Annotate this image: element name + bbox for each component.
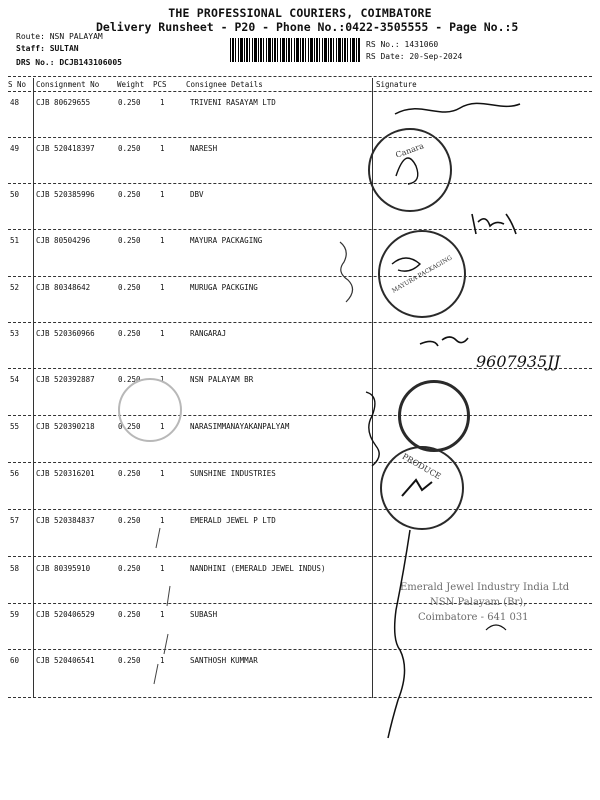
row-consignment: CJB 520385996 [36,190,95,199]
row-consignee: SUBASH [190,610,218,619]
mayura-stamp-text: MAYURA PACKAGING [390,253,454,295]
row-consignment: CJB 520316201 [36,469,95,478]
row-pcs: 1 [160,516,165,525]
row-weight: 0.250 [118,329,141,338]
row-pcs: 1 [160,469,165,478]
canara-stamp-text: Canara [394,140,426,160]
row-pcs: 1 [160,190,165,199]
runsheet-title: Delivery Runsheet - P20 - Phone No.:0422-3505555 - Page No.:5 [96,20,519,34]
row-weight: 0.250 [118,516,141,525]
row-consignee: NANDHINI (EMERALD JEWEL INDUS) [190,564,326,573]
rs-number: RS No.: 1431060 [366,40,439,49]
row-sno: 60 [10,656,20,665]
row-sno: 52 [10,283,20,292]
row-consignment: CJB 520384837 [36,516,95,525]
rs-date: RS Date: 20-Sep-2024 [366,52,463,61]
row-consignee: SANTHOSH KUMMAR [190,656,258,665]
col-consignment: Consignment No [36,80,100,89]
col-pcs: PCS [153,80,167,89]
faint-round-stamp [118,378,182,442]
row-consignee: NARASIMMANAYAKANPALYAM [190,422,290,431]
row-consignment: CJB 520390218 [36,422,95,431]
row-consignment: CJB 520406529 [36,610,95,619]
row-separator [8,415,592,416]
row-sno: 48 [10,98,20,107]
row-consignment: CJB 520360966 [36,329,95,338]
row-pcs: 1 [160,283,165,292]
row-consignee: NSN PALAYAM BR [190,375,254,384]
row-separator [8,697,592,698]
row-sno: 55 [10,422,20,431]
row-sno: 51 [10,236,20,245]
barcode [230,38,360,62]
row-consignee: SUNSHINE INDUSTRIES [190,469,276,478]
handwritten-phone: 9607935JJ [476,352,561,371]
row-sno: 59 [10,610,20,619]
row-pcs: 1 [160,98,165,107]
row-consignment: CJB 80504296 [36,236,91,245]
row-separator [8,509,592,510]
row-sno: 58 [10,564,20,573]
table-row [0,656,600,702]
row-pcs: 1 [160,610,165,619]
col-sno: S No [8,80,27,89]
header-rule-bottom [8,91,592,92]
row-consignee: EMERALD JEWEL P LTD [190,516,276,525]
row-weight: 0.250 [118,375,141,384]
company-title: THE PROFESSIONAL COURIERS, COIMBATORE [168,6,432,20]
staff-label: Staff: SULTAN [16,44,79,53]
row-consignment: CJB 80348642 [36,283,91,292]
company-stamp-line2: NSN Palayam (Br), [430,597,527,608]
row-consignee: NARESH [190,144,218,153]
row-sno: 50 [10,190,20,199]
row-weight: 0.250 [118,422,141,431]
round-seal-stamp [398,380,470,452]
header-rule-top [8,76,592,77]
row-consignment: CJB 80629655 [36,98,91,107]
col-consignee: Consignee Details [186,80,263,89]
canara-bank-stamp [368,128,452,212]
row-pcs: 1 [160,656,165,665]
row-sno: 57 [10,516,20,525]
row-pcs: 1 [160,329,165,338]
row-consignee: DBV [190,190,204,199]
row-weight: 0.250 [118,564,141,573]
row-separator [8,649,592,650]
row-separator [8,276,592,277]
row-consignment: CJB 80395910 [36,564,91,573]
row-weight: 0.250 [118,144,141,153]
row-pcs: 1 [160,144,165,153]
row-weight: 0.250 [118,283,141,292]
col-weight: Weight [117,80,145,89]
emerald-company-stamp [400,580,575,625]
row-pcs: 1 [160,375,165,384]
row-sno: 54 [10,375,20,384]
row-pcs: 1 [160,236,165,245]
row-consignee: MAYURA PACKAGING [190,236,263,245]
row-separator [8,183,592,184]
row-consignment: CJB 520392887 [36,375,95,384]
produce-stamp [380,446,464,530]
row-weight: 0.250 [118,469,141,478]
route-label: Route: NSN PALAYAM [16,32,103,41]
row-sno: 56 [10,469,20,478]
row-separator [8,229,592,230]
row-weight: 0.250 [118,656,141,665]
row-separator [8,556,592,557]
row-weight: 0.250 [118,610,141,619]
drs-label: DRS No.: DCJB143106005 [16,58,122,67]
row-weight: 0.250 [118,98,141,107]
row-sno: 49 [10,144,20,153]
row-weight: 0.250 [118,236,141,245]
row-consignee: RANGARAJ [190,329,227,338]
col-signature: Signature [376,80,417,89]
row-consignment: CJB 520406541 [36,656,95,665]
row-sno: 53 [10,329,20,338]
row-pcs: 1 [160,564,165,573]
row-separator [8,462,592,463]
row-consignment: CJB 520418397 [36,144,95,153]
row-consignee: TRIVENI RASAYAM LTD [190,98,276,107]
row-pcs: 1 [160,422,165,431]
row-consignee: MURUGA PACKGING [190,283,258,292]
produce-stamp-text: PRODUCE [401,451,443,481]
row-weight: 0.250 [118,190,141,199]
company-stamp-line1: Emerald Jewel Industry India Ltd [400,582,570,593]
row-separator [8,322,592,323]
row-separator [8,137,592,138]
mayura-packaging-stamp [378,230,466,318]
company-stamp-line3: Coimbatore - 641 031 [418,612,529,623]
